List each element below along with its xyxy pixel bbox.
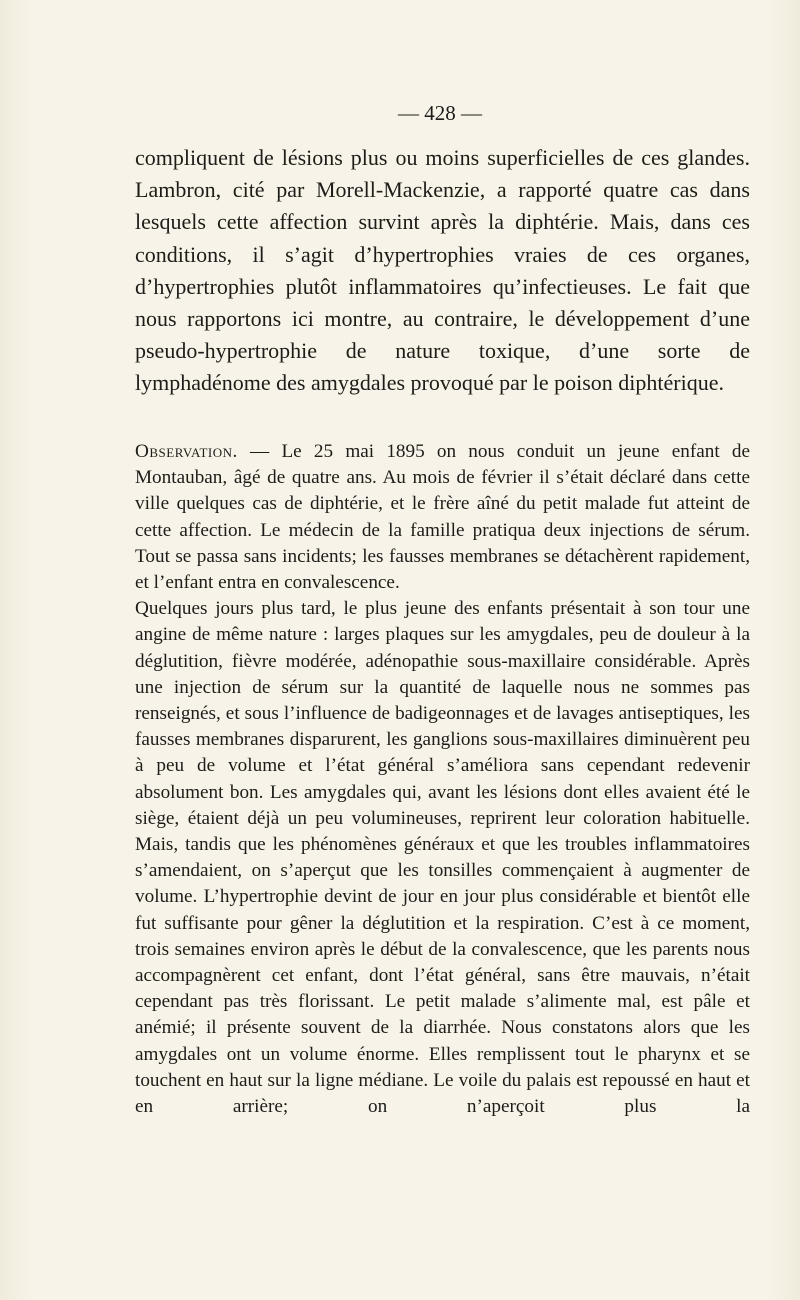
case-paragraph: Quelques jours plus tard, le plus jeune des enfants présentait à son tour une angine de même nature : larges plaques sur les amygdales, peu de douleur à la déglutition, fièvre modérée, adénopathie sous-maxillaire considérable. Après une injection de sérum sur la quantité de laquelle nous ne sommes pas renseignés, et sous l’influence de badigeonnages et de lavages antiseptiques, les fausses membranes disparurent, les ganglions sous-maxillaires diminuèrent peu à peu de volume et l’état général s’améliora sans cependant redevenir absolument bon. Les amygdales qui, avant les lésions dont elles avaient été le siège, étaient déjà un peu volumineuses, reprirent leur coloration habituelle. Mais, tandis que les phénomènes généraux et que les troubles inflammatoires s’amendaient, on s’aperçut que les tonsilles commençaient à augmenter de volume. L’hypertrophie devint de jour en jour plus considérable et bientôt elle fut suffisante pour gêner la déglutition et la respiration. C’est à ce moment, trois semaines environ après le début de la convalescence, que les parents nous accompagnèrent cet enfant, dont l’état général, sans être mauvais, n’était cependant pas très florissant. Le petit malade s’alimente mal, est pâle et anémié; il présente souvent de la diarrhée. Nous constatons alors que les amygdales ont un volume énorme. Elles remplissent tout le pharynx et se touchent en haut sur la ligne médiane. Le voile du palais est repoussé en haut et en arrière; on n’aperçoit plus la (135, 598, 750, 1118)
observation-paragraph (135, 439, 750, 596)
page-number: — 428 — (398, 101, 482, 125)
intro-block (135, 142, 750, 400)
observation-text: — Le 25 mai 1895 on nous conduit un jeune enfant de Montauban, âgé de quatre ans. Au mois de février il s’était déclaré dans cette ville quelques cas de diphtérie, et le frère aîné du petit malade fut atteint de cette affection. Le médecin de la famille pratiqua deux injections de sérum. Tout se passa sans incidents; les fausses membranes se détachèrent rapidement, et l’enfant entra en convalescence. (135, 441, 750, 594)
paragraph2-wrap (135, 596, 750, 1120)
observation-label: Observation. (135, 441, 238, 462)
observation-block (135, 439, 750, 1120)
intro-paragraph: compliquent de lésions plus ou moins superficielles de ces glandes. Lambron, cité par Morell-Mackenzie, a rapporté quatre cas dans lesquels cette affection survint après la diphtérie. Mais, dans ces conditions, il s’agit d’hypertrophies vraies de ces organes, d’hypertrophies plutôt inflammatoires qu’infectieuses. Le fait que nous rapportons ici montre, au contraire, le développement d’une pseudo-hypertrophie de nature toxique, d’une sorte de lymphadénome des amygdales provoqué par le poison diphtérique. (135, 145, 750, 396)
